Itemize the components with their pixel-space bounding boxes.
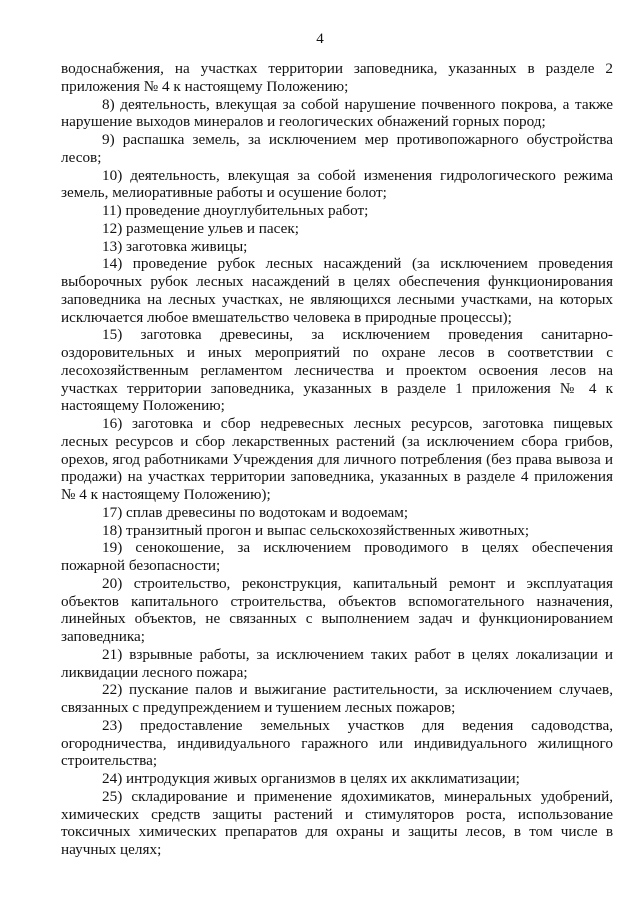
list-item-17: 17) сплав древесины по водотокам и водоемам; [102,503,409,521]
list-item-11: 11) проведение дноуглубительных работ; [102,202,369,219]
list-item-19: 19) сенокошение, за исключением проводимого в целях обеспечения пожарной безопасности; [61,539,613,574]
list-item-10: 10) деятельность, влекущая за собой изменения гидрологического режима земель, мелиоративные работы и осушение болот; [61,166,613,202]
list-item-18: 18) транзитный прогон и выпас сельскохозяйственных животных; [102,521,530,539]
list-item-9: 9) распашка земель, за исключением мер противопожарного обустройства лесов; [61,131,613,166]
list-item-25: 25) складирование и применение ядохимикатов, минеральных удобрений, химических средств защиты растений и стимуляторов роста, использование токсичных химических препаратов для охраны и защиты лесов, в том числе в научных целях; [61,787,613,858]
list-item-23: 23) предоставление земельных участков для ведения садоводства, огородничества, индивидуального гаражного или индивидуального жилищного строительства; [61,716,613,770]
list-item-20: 20) строительство, реконструкция, капитальный ремонт и эксплуатация объектов капитального строительства, объектов вспомогательного назначения, линейных объектов, не связанных с выполнением задач и функционированием заповедника; [61,574,613,645]
list-item-15: 15) заготовка древесины, за исключением проведения санитарно-оздоровительных и иных мероприятий по охране лесов в соответствии с лесохозяйственным регламентом лесничества и проектом освоения лесов на участках территории заповедника, указанных в разделе 1 приложения № 4 к настоящему Положению; [61,326,613,415]
list-item-21: 21) взрывные работы, за исключением таких работ в целях локализации и ликвидации лесного пожара; [61,645,613,681]
list-item-22: 22) пускание палов и выжигание растительности, за исключением случаев, связанных с предупреждением и тушением лесных пожаров; [61,681,613,716]
list-item-16: 16) заготовка и сбор недревесных лесных ресурсов, заготовка пищевых лесных ресурсов и сбор лекарственных растений (за исключением сбора грибов, орехов, ягод работниками Учреждения для личного потребления (без права вывоза и продажи) на участках территории заповедника, указанных в разделе 4 приложения № 4 к настоящему Положению); [61,415,613,503]
list-item-24: 24) интродукция живых организмов в целях их акклиматизации; [102,770,520,787]
list-item-12: 12) размещение ульев и пасек; [102,219,299,237]
paragraph-continuation: водоснабжения, на участках территории заповедника, указанных в разделе 2 приложения № 4 к настоящему Положению; [61,60,613,95]
page-number: 4 [316,31,324,47]
list-item-8: 8) деятельность, влекущая за собой нарушение почвенного покрова, а также нарушение выходов минералов и геологических обнажений горных пород; [61,95,613,131]
list-item-13: 13) заготовка живицы; [102,237,248,255]
list-item-14: 14) проведение рубок лесных насаждений (за исключением проведения выборочных рубок лесных насаждений в целях обеспечения функционирования заповедника на лесных участках, не являющихся лесными участками, на которых исключается любое вмешательство человека в природные процессы); [61,255,613,326]
document-body [61,60,613,859]
